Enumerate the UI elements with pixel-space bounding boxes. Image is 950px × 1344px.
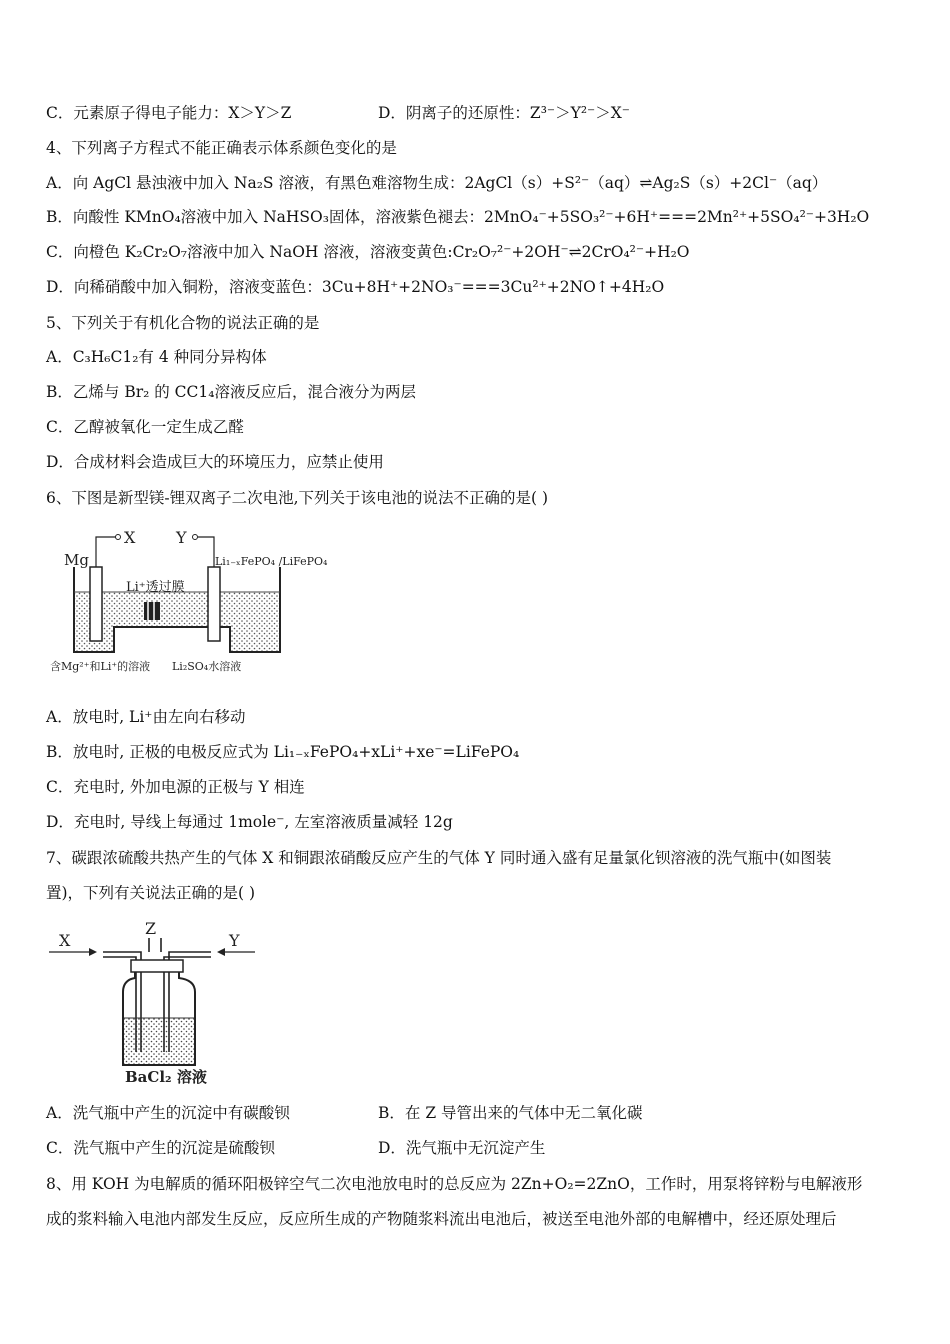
q7-option-c: C．洗气瓶中产生的沉淀是硫酸钡 [46, 1139, 275, 1157]
q5-option-d: D．合成材料会造成巨大的环境压力，应禁止使用 [46, 453, 384, 471]
membrane-label: Li⁺透过膜 [126, 580, 185, 595]
battery-figure [48, 527, 353, 682]
electrode-mg-label: Mg [64, 551, 89, 569]
q5-option-b: B．乙烯与 Br₂ 的 CC1₄溶液反应后，混合液分为两层 [46, 383, 416, 401]
q4-stem: 4、下列离子方程式不能正确表示体系颜色变化的是 [46, 139, 397, 157]
terminal-x-label: X [124, 528, 136, 547]
bacl2-label: BaCl₂ 溶液 [125, 1068, 207, 1086]
terminal-y-label: Y [176, 528, 187, 547]
q5-option-c: C．乙醇被氧化一定生成乙醛 [46, 418, 244, 436]
q3-option-d: D．阴离子的还原性：Z³⁻＞Y²⁻＞X⁻ [378, 104, 630, 122]
q7-stem-line2: 置)，下列有关说法正确的是( ) [46, 884, 256, 902]
q6-option-d: D．充电时, 导线上每通过 1mole⁻, 左室溶液质量减轻 12g [46, 813, 453, 831]
q7-stem-line1: 7、碳跟浓硫酸共热产生的气体 X 和铜跟浓硝酸反应产生的气体 Y 同时通入盛有足量氯化钡溶液的洗气瓶中(如图装 [46, 849, 832, 867]
q8-line2: 成的浆料输入电池内部发生反应，反应所生成的产物随浆料流出电池后，被送至电池外部的电解槽中，经还原处理后 [46, 1210, 837, 1228]
q4-option-d: D．向稀硝酸中加入铜粉，溶液变蓝色：3Cu+8H⁺+2NO₃⁻===3Cu²⁺+2NO↑+4H₂O [46, 278, 665, 296]
q4-option-a: A．向 AgCl 悬浊液中加入 Na₂S 溶液，有黑色难溶物生成：2AgCl（s）+S²⁻（aq）⇌Ag₂S（s）+2Cl⁻（aq） [46, 174, 828, 192]
q7-option-a: A．洗气瓶中产生的沉淀中有碳酸钡 [46, 1104, 290, 1122]
q6-option-c: C．充电时, 外加电源的正极与 Y 相连 [46, 778, 305, 796]
left-solution-label: 含Mg²⁺和Li⁺的溶液 [50, 660, 151, 673]
right-solution-label: Li₂SO₄水溶液 [172, 660, 242, 673]
q8-line1: 8、用 KOH 为电解质的循环阳极锌空气二次电池放电时的总反应为 2Zn+O₂=2ZnO，工作时，用泵将锌粉与电解液形 [46, 1175, 863, 1193]
wash-bottle-figure [45, 920, 270, 1090]
q4-option-c: C．向橙色 K₂Cr₂O₇溶液中加入 NaOH 溶液，溶液变黄色:Cr₂O₇²⁻+2OH⁻⇌2CrO₄²⁻+H₂O [46, 243, 690, 261]
q7-option-b: B．在 Z 导管出来的气体中无二氧化碳 [378, 1104, 643, 1122]
electrode-right-label: Li₁₋ₓFePO₄ /LiFePO₄ [215, 555, 328, 568]
q5-option-a: A．C₃H₆C1₂有 4 种同分异构体 [46, 348, 267, 366]
q4-option-b: B．向酸性 KMnO₄溶液中加入 NaHSO₃固体，溶液紫色褪去：2MnO₄⁻+5SO₃²⁻+6H⁺===2Mn²⁺+5SO₄²⁻+3H₂O [46, 208, 870, 226]
gas-x-label: X [59, 931, 71, 950]
q6-stem: 6、下图是新型镁-锂双离子二次电池,下列关于该电池的说法不正确的是( ) [46, 489, 549, 507]
q6-option-b: B．放电时, 正极的电极反应式为 Li₁₋ₓFePO₄+xLi⁺+xe⁻=LiFePO₄ [46, 743, 520, 761]
q3-option-c: C．元素原子得电子能力：X＞Y＞Z [46, 104, 292, 122]
q7-option-d: D．洗气瓶中无沉淀产生 [378, 1139, 546, 1157]
q6-option-a: A．放电时, Li⁺由左向右移动 [46, 708, 246, 726]
gas-y-label: Y [229, 931, 240, 950]
gas-z-label: Z [145, 920, 157, 938]
q5-stem: 5、下列关于有机化合物的说法正确的是 [46, 314, 320, 332]
